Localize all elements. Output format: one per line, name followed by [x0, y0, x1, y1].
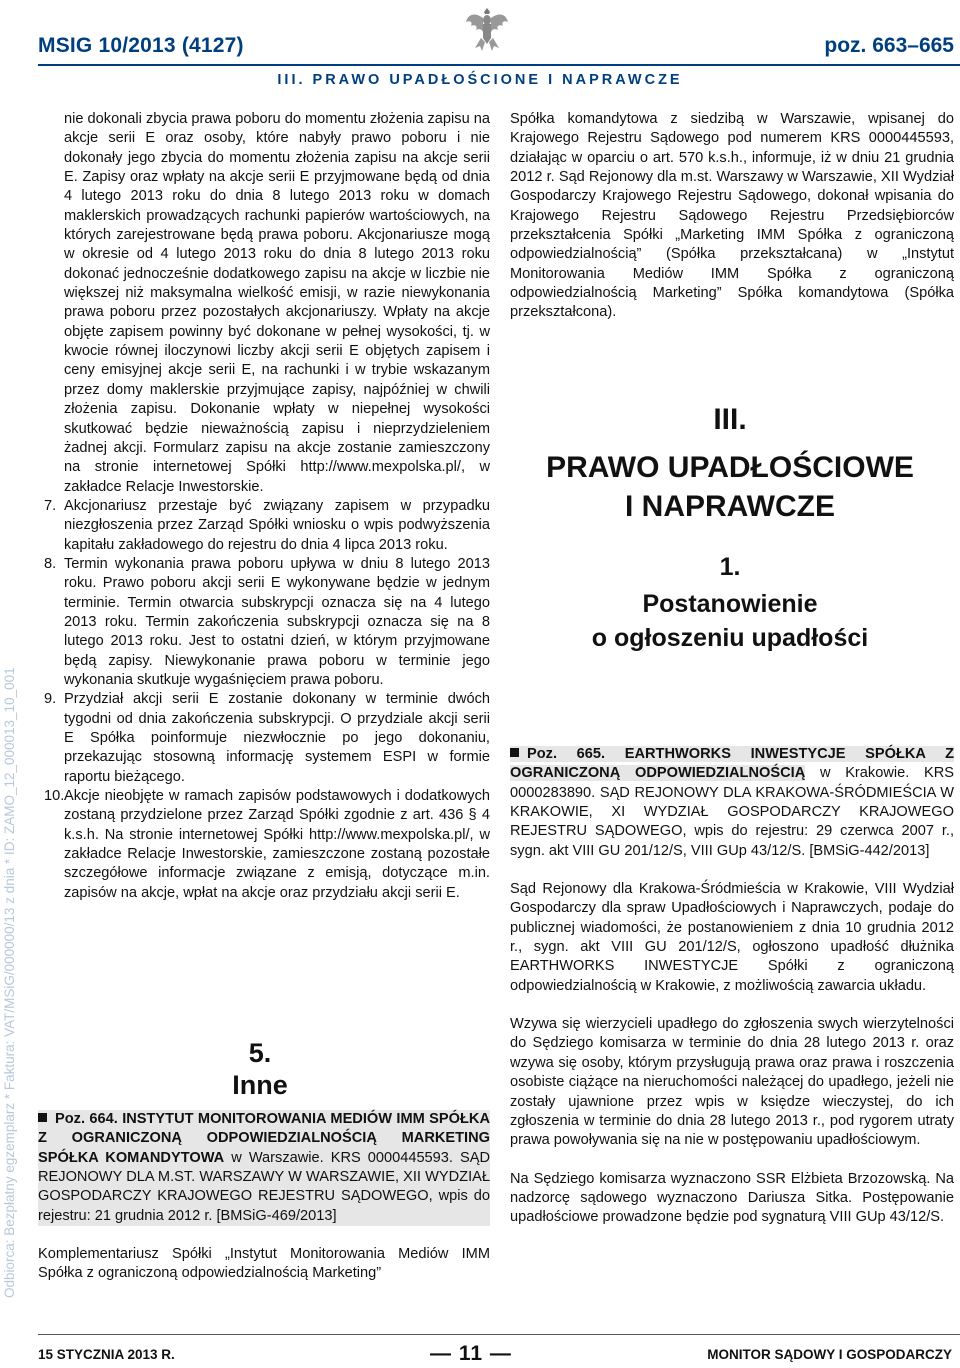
list-item-text: Przydział akcji serii E zostanie dokonany w terminie dwóch tygodni od dnia zakończenia subskrypcji. O przydziale akcji serii E Spółka poinformuje niezwłocznie po jego dokonaniu, przekazując stosowną informację systemem ESPI w formie raportu bieżącego. [64, 691, 490, 785]
intro-paragraph: nie dokonali zbycia prawa poboru do momentu złożenia zapisu na akcje serii E oraz osoby, które nabyły prawo poboru i nie dokonały jego zbycia do momentu złożenia zapisu na akcje serii E. Zapisy oraz wpłaty na akcje serii E przyjmowane będą od dnia 4 lutego 2013 roku do dnia 8 lutego 2013 roku w domach maklerskich prowadzących rachunki papierów wartościowych, na których zarejestrowane będą prawa poboru. Akcjonariusze mogą w okresie od 4 lutego 2013 roku do dnia 8 lutego 2013 roku dokonać jednocześnie dodatkowego zapisu na akcje w liczbie nie większej niż maksymalna wielkość emisji, w razie niewykonania prawa poboru przez pozostałych akcjonariuszy. Wpłaty na akcje objęte zapisem powinny być dokonane w pełnej wysokości, tj. w kwocie równej iloczynowi liczby akcji serii E objętych zapisem i ceny emisyjnej akcje serii E, na rachunki i w trybie wskazanym przez domy maklerskie przyjmujące zapisy, najpóźniej w chwili złożenia zapisu. Dokonanie wpłaty w niepełnej wysokości skutkować będzie nieważnością zapisu i nieprzydzieleniem żadnej akcji. Formularz zapisu na akcje zostanie zamieszczony na stronie internetowej Spółki http://www.mexpolska.pl/, w zakładce Relacje Inwestorskie. [64, 111, 490, 495]
eagle-emblem-icon [465, 4, 509, 54]
bullet-square-icon [510, 748, 519, 757]
notice-paragraph: Na Sędziego komisarza wyznaczono SSR Elżbieta Brzozowską. Na nadzorcę sądowego wyznaczono Dariusza Sitka. Postępowanie upadłościowe prowadzone będzie pod sygnaturą VIII GUp 43/12/S. [510, 1170, 954, 1226]
list-item-number: 9. [44, 691, 57, 708]
page-number: — 11 — [430, 1342, 512, 1365]
chapter-title: Inne [232, 1070, 288, 1100]
chapter-number: 5. [248, 1038, 272, 1068]
notice-body: Komplementariusz Spółki „Instytut Monitorowania Mediów IMM Spółka z ograniczoną odpowiedzialnością Marketing” [38, 1246, 490, 1282]
notice-665 [510, 745, 954, 1228]
notice-position: Poz. 665. [527, 746, 606, 762]
chapter-title-line2: o ogłoszeniu upadłości [591, 624, 869, 652]
list-item-number: 10. [44, 788, 65, 805]
right-column [510, 110, 954, 323]
bullet-square-icon [38, 1113, 47, 1122]
list-item-number: 7. [44, 497, 57, 514]
footer-divider [38, 1334, 960, 1335]
part-title-line2: I NAPRAWCZE [625, 490, 835, 523]
chapter-number: 1. [719, 553, 741, 581]
list-item-text: Akcje nieobjęte w ramach zapisów podstawowych i dodatkowych zostaną przydzielone przez Zarząd Spółki zgodnie z art. 436 § 4 k.s.h. Na stronie internetowej Spółki http://www.mexpolska.pl/, w zakładce Relacje Inwestorskie, zamieszczone zostaną pozostałe szczegółowe informacje związane z emisją, dotyczące m.in. zapisów na akcje, wpłat na akcje oraz przydziału akcji serii E. [64, 788, 490, 901]
list-item-text: Termin wykonania prawa poboru upływa w dniu 8 lutego 2013 roku. Prawo poboru akcji serii E wykonywane będzie w jednym terminie. Termin otwarcia subskrypcji oznacza się na 4 lutego 2013 roku. Termin zakończenia subskrypcji oznacza się na 8 lutego 2013 roku. Jest to ostatni dzień, w którym przyjmowane będą zapisy. Niewykonanie prawa poboru w terminie jego wykonania skutkuje wygaśnięciem prawa poboru. [64, 555, 490, 688]
company-name: INSTYTUT MONITOROWANIA MEDIÓW IMM SPÓŁKA Z OGRANICZONĄ ODPOWIEDZIALNOŚCIĄ MARKETING SPÓŁKA KOMANDYTOWA [38, 1111, 490, 1166]
chapter-title-line1: Postanowienie [642, 590, 818, 618]
notice-position: Poz. 664. [55, 1111, 118, 1127]
list-item [44, 787, 490, 903]
registry-details: w Warszawie. KRS 0000445593. SĄD REJONOWY DLA M.ST. WARSZAWY W WARSZAWIE, XII WYDZIAŁ GOSPODARCZY KRAJOWEGO REJESTRU SĄDOWEGO, wpis do rejestru: 21 grudnia 2012 r. [BMSiG-469/2013] [38, 1149, 490, 1224]
recipient-watermark: Odbiorca: Bezpłatny egzemplarz * Faktura: VAT/MSiG/000000/13 z dnia * ID: ZAMO_12_000013_10_001 [2, 667, 17, 1298]
list-item-number: 8. [44, 555, 57, 572]
registry-details: w Krakowie. KRS 0000283890. SĄD REJONOWY DLA KRAKOWA-ŚRÓDMIEŚCIA W KRAKOWIE, XI WYDZIAŁ GOSPODARCZY KRAJOWEGO REJESTRU SĄDOWEGO, wpis do rejestru: 29 czerwca 2007 r., sygn. akt VIII GU 201/12/S, VIII GUp 43/12/S. [BMSiG-442/2013] [510, 765, 954, 859]
running-section-title: III. PRAWO UPADŁOŚCIONE I NAPRAWCZE [277, 72, 683, 88]
publication-name: MONITOR SĄDOWY I GOSPODARCZY [707, 1347, 952, 1362]
part-title-line1: PRAWO UPADŁOŚCIOWE [546, 451, 914, 484]
list-item [44, 690, 490, 787]
position-range: poz. 663–665 [824, 34, 954, 57]
notice-664 [38, 1110, 490, 1284]
company-name: EARTHWORKS INWESTYCJE SPÓŁKA Z OGRANICZONĄ ODPOWIEDZIALNOŚCIĄ [510, 746, 954, 782]
notice-header [510, 745, 954, 861]
notice-paragraph: Wzywa się wierzycieli upadłego do zgłoszenia swych wierzytelności do Sędziego komisarza w terminie do dnia 28 lutego 2013 r. oraz wzywa się osoby, którym przysługują prawa oraz prawa i roszczenia osobiste ciążące na nieruchomości należącej do upadłego, jeżeli nie zostały ujawnione przez wpis w księdze wieczystej, do ich zgłoszenia w terminie do dnia 28 lutego 2013 r., pod rygorem utraty prawa powoływania się na nie w postępowaniu upadłościowym. [510, 1016, 954, 1149]
left-column [44, 110, 490, 903]
header-divider [38, 64, 960, 66]
notice-header [38, 1110, 490, 1226]
list-item [44, 497, 490, 555]
list-item [44, 555, 490, 690]
part-number: III. [713, 403, 747, 436]
journal-issue: MSIG 10/2013 (4127) [38, 34, 244, 57]
list-item-text: Akcjonariusz przestaje być związany zapisem w przypadku niezgłoszenia przez Zarząd Spółki wniosku o wpis podwyższenia kapitału zakładowego do rejestru do dnia 4 lipca 2013 roku. [64, 497, 490, 553]
continuation-paragraph: Spółka komandytowa z siedzibą w Warszawie, wpisanej do Krajowego Rejestru Sądowego pod numerem KRS 0000445593, działając w oparciu o art. 570 k.s.h., informuje, iż w dniu 21 grudnia 2012 r. Sąd Rejonowy dla m.st. Warszawy w Warszawie, XII Wydział Gospodarczy Krajowego Rejestru Sądowego, dokonał wpisania do Krajowego Rejestru Sądowego Rejestru Przedsiębiorców przekształcenia Spółki „Marketing IMM Spółka z ograniczoną odpowiedzialnością” (Spółka przekształcana) w „Instytut Monitorowania Mediów IMM Spółka z ograniczoną odpowiedzialnością Marketing” Spółka komandytowa (Spółka przekształcona). [510, 111, 954, 321]
notice-paragraph: Sąd Rejonowy dla Krakowa-Śródmieścia w Krakowie, VIII Wydział Gospodarczy dla spraw Upadłościowych i Naprawczych, podaje do publicznej wiadomości, że postanowieniem z dnia 10 grudnia 2012 r., sygn. akt VIII GU 201/12/S, ogłoszono upadłość dłużnika EARTHWORKS INWESTYCJE Spółki z ograniczoną odpowiedzialnością w Krakowie, z możliwością zawarcia układu. [510, 881, 954, 994]
issue-date: 15 STYCZNIA 2013 R. [38, 1347, 175, 1362]
